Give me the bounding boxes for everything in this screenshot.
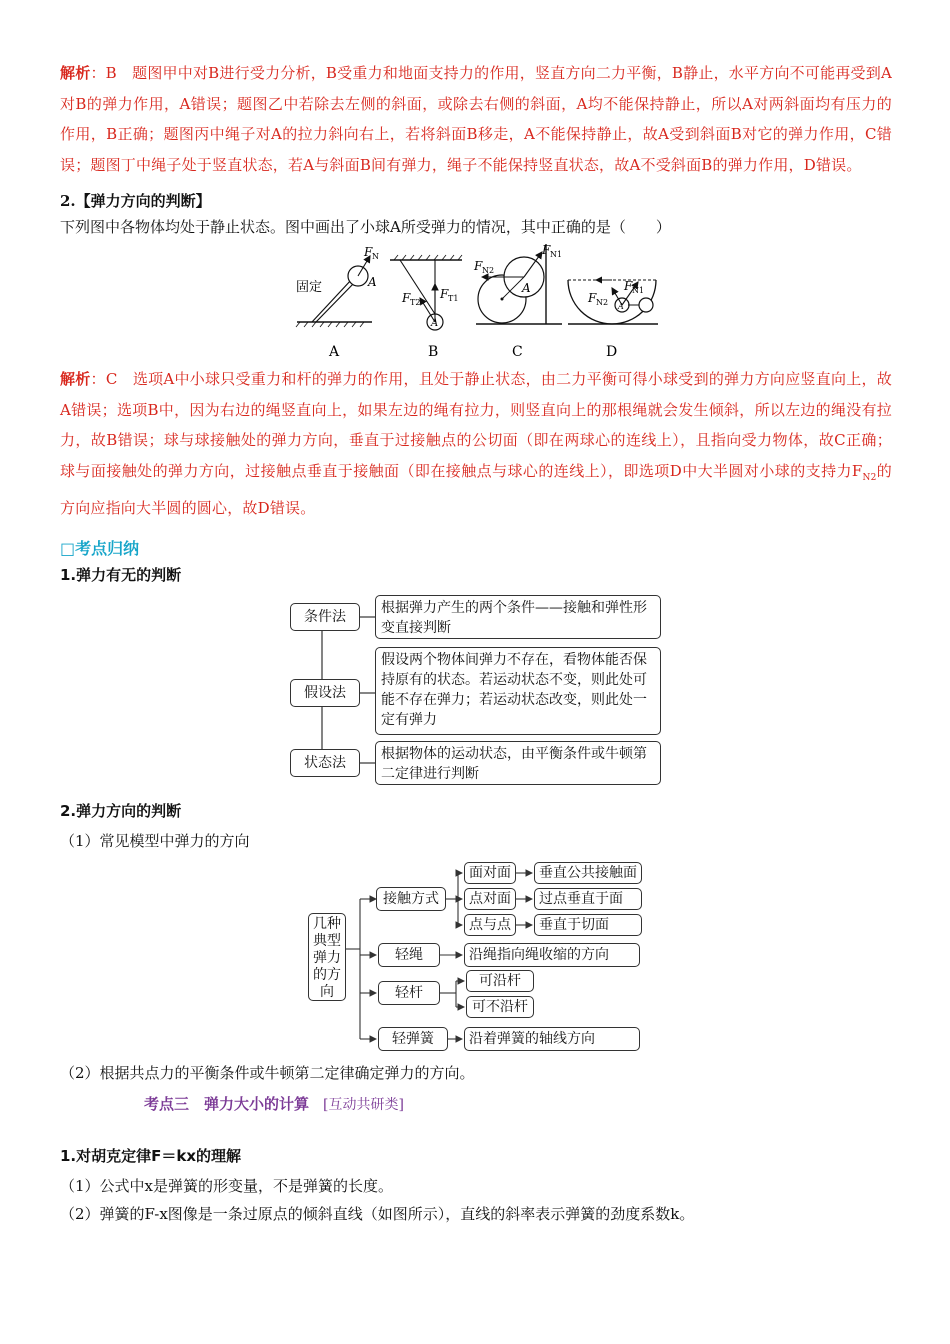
fn1-d-label: F	[624, 279, 633, 293]
section-2-heading: 2.弹力方向的判断	[60, 801, 182, 820]
answer-2	[60, 364, 892, 524]
ft1-sub: T1	[448, 294, 459, 303]
kaodian-3-title: 考点三 弹力大小的计算	[144, 1094, 310, 1113]
spring-dir: 沿着弹簧的轴线方向	[464, 1027, 640, 1051]
ball-b-label: A	[431, 318, 439, 329]
figure-d	[568, 279, 658, 360]
section-2-sub-2: （2）根据共点力的平衡条件或牛顿第二定律确定弹力的方向。	[60, 1063, 475, 1082]
figure-a	[296, 245, 379, 360]
fn-label: F	[364, 245, 373, 259]
hooke-p2: （2）弹簧的F-x图像是一条过原点的倾斜直线（如图所示），直线的斜率表示弹簧的劲度系数k。	[60, 1204, 695, 1223]
ft1-label: F	[440, 287, 449, 301]
contact-dir-1: 过点垂直于面	[534, 888, 642, 910]
tree-rod: 轻杆	[378, 981, 440, 1005]
summary-heading: □考点归纳	[60, 538, 140, 558]
contact-dir-0: 垂直公共接触面	[534, 862, 642, 884]
fn1-d-sub: N1	[632, 286, 645, 295]
fn2-d-label: F	[588, 291, 597, 305]
hooke-heading: 1.对胡克定律F＝kx的理解	[60, 1146, 242, 1165]
figure-c	[473, 244, 562, 360]
hooke-p1: （1）公式中x是弹簧的形变量，不是弹簧的长度。	[60, 1176, 394, 1195]
tree-contact: 接触方式	[376, 887, 446, 911]
answer-1	[60, 58, 892, 180]
contact-type-2: 点与点	[464, 914, 516, 936]
rope-dir: 沿绳指向绳收缩的方向	[464, 943, 640, 967]
tree-rope: 轻绳	[378, 943, 440, 967]
fn2-c-label: F	[474, 259, 483, 273]
kaodian-3-tag: [互动共研类]	[323, 1096, 404, 1113]
method-desc-0: 根据弹力产生的两个条件——接触和弹性形变直接判断	[375, 595, 661, 639]
method-name-2: 状态法	[290, 749, 360, 777]
direction-tree	[60, 861, 892, 1053]
contact-type-1: 点对面	[464, 888, 516, 910]
answer-1-label: 解析	[60, 64, 91, 82]
fn1-c-label: F	[542, 244, 551, 257]
tree-root: 几种典型弹力的方向	[308, 913, 346, 1001]
fn2-d-sub: N2	[596, 298, 609, 307]
answer-1-text: ：B 题图甲中对B进行受力分析，B受重力和地面支持力的作用，竖直方向二力平衡，B静止，水平方向不可能再受到A对B的弹力作用，A错误；题图乙中若除去左侧的斜面，或除去右侧的斜面，A均不能保持静止，所以A对两斜面均有压力的作用，B正确；题图丙中绳子对A的拉力斜向右上，若将斜面B移走，A不能保持静止，故A受到斜面B对它的弹力作用，C错误；题图丁中绳子处于竖直状态，若A与斜面B间有弹力，绳子不能保持竖直状态，故A不受斜面B的弹力作用，D错误。	[60, 64, 892, 174]
method-desc-1: 假设两个物体间弹力不存在，看物体能否保持原有的状态。若运动状态不变，则此处可能不存在弹力；若运动状态改变，则此处一定有弹力	[375, 647, 661, 735]
figure-c-label: C	[512, 344, 523, 360]
rod-item-0: 可沿杆	[466, 970, 534, 992]
kaodian-3	[60, 1089, 892, 1120]
figure-b-label: B	[428, 344, 439, 360]
section-2-sub-1: （1）常见模型中弹力的方向	[60, 831, 250, 850]
answer-2-sub: N2	[862, 472, 877, 483]
figure-b	[390, 255, 462, 360]
question-2-title: 2.【弹力方向的判断】	[60, 192, 211, 210]
method-desc-2: 根据物体的运动状态，由平衡条件或牛顿第二定律进行判断	[375, 741, 661, 785]
tree-spring: 轻弹簧	[378, 1027, 448, 1051]
fn-sub: N	[372, 252, 379, 261]
force-figure	[60, 244, 892, 362]
answer-2-tail: 的方向应指向大半圆的圆心，故D错误。	[60, 461, 892, 517]
method-name-1: 假设法	[290, 679, 360, 707]
ball-d-label: A	[618, 302, 624, 311]
answer-2-text: ：C 选项A中小球只受重力和杆的弹力的作用，且处于静止状态，由二力平衡可得小球受到的弹力方向应竖直向上，故A错误；选项B中，因为右边的绳竖直向上，如果左边的绳有拉力，则竖直向上的那根绳就会发生倾斜，所以左边的绳没有拉力，故B错误；球与球接触处的弹力方向，垂直于过接触点的公切面（即在两球心的连线上），且指向受力物体，故C正确；球与面接触处的弹力方向，过接触点垂直于接触面（即在接触点与球心的连线上），即选项D中大半圆对小球的支持力F	[60, 370, 892, 480]
fixed-label: 固定	[296, 280, 323, 295]
figure-a-label: A	[329, 344, 340, 360]
ball-a-label: A	[368, 275, 377, 289]
figure-d-label: D	[606, 344, 618, 360]
contact-type-0: 面对面	[464, 862, 516, 884]
question-2-text: 下列图中各物体均处于静止状态。图中画出了小球A所受弹力的情况，其中正确的是（ ）	[60, 218, 671, 236]
fn2-c-sub: N2	[482, 266, 495, 275]
answer-2-label: 解析	[60, 370, 91, 388]
contact-dir-2: 垂直于切面	[534, 914, 642, 936]
fn1-c-sub: N1	[550, 250, 563, 259]
ft2-label: F	[402, 291, 411, 305]
section-1-heading: 1.弹力有无的判断	[60, 565, 182, 584]
rod-item-1: 可不沿杆	[466, 996, 534, 1018]
ft2-sub: T2	[410, 298, 421, 307]
methods-diagram	[60, 593, 892, 791]
method-name-0: 条件法	[290, 603, 360, 631]
ball-c-label: A	[522, 281, 531, 295]
force-diagram	[60, 244, 892, 362]
